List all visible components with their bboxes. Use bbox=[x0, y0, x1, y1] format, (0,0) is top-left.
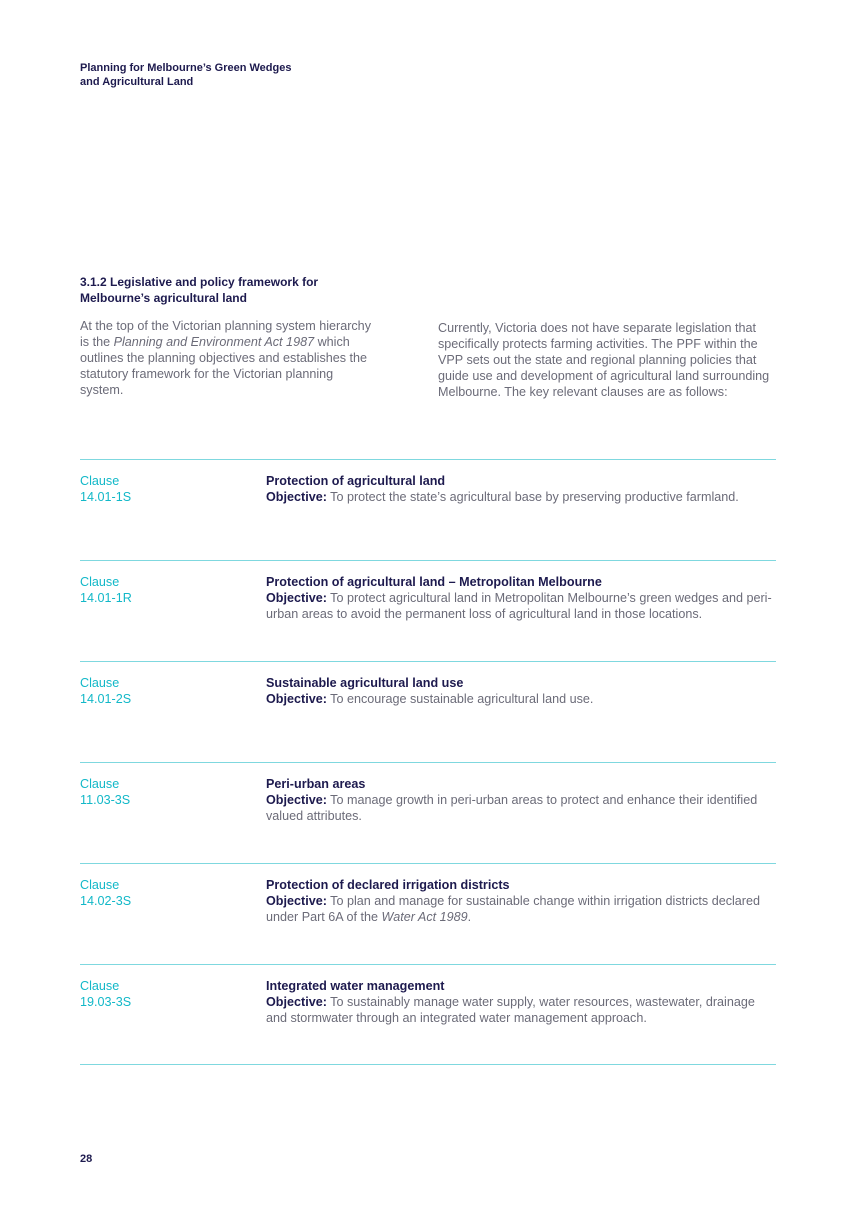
clause-body bbox=[266, 473, 776, 505]
objective-label: Objective: bbox=[266, 995, 327, 1009]
clause-title: Protection of declared irrigation districts bbox=[266, 878, 510, 892]
clause-title: Peri-urban areas bbox=[266, 777, 366, 791]
clause-body bbox=[266, 877, 776, 925]
table-row bbox=[80, 964, 776, 1065]
running-header: Planning for Melbourne’s Green Wedges and Agricultural Land bbox=[80, 62, 292, 88]
table-row bbox=[80, 661, 776, 762]
objective-text: To protect the state’s agricultural base by preserving productive farmland. bbox=[330, 490, 739, 504]
clause-label bbox=[80, 473, 230, 505]
clause-number: 11.03-3S bbox=[80, 793, 131, 807]
objective-label: Objective: bbox=[266, 793, 327, 807]
clause-objective bbox=[266, 590, 776, 622]
clause-body bbox=[266, 574, 776, 622]
clause-objective bbox=[266, 994, 776, 1026]
clause-title: Protection of agricultural land – Metropolitan Melbourne bbox=[266, 575, 602, 589]
clause-table bbox=[80, 459, 776, 1065]
clause-objective bbox=[266, 691, 776, 707]
clause-word: Clause bbox=[80, 575, 120, 589]
clause-number: 14.02-3S bbox=[80, 894, 132, 908]
clause-word: Clause bbox=[80, 474, 120, 488]
objective-label: Objective: bbox=[266, 591, 327, 605]
objective-act-title: Water Act 1989 bbox=[381, 910, 468, 924]
objective-text-end: . bbox=[467, 910, 472, 924]
clause-word: Clause bbox=[80, 878, 120, 892]
clause-title: Protection of agricultural land bbox=[266, 474, 446, 488]
objective-text: To sustainably manage water supply, water resources, wastewater, drainage and stormwater through an integrated water management approach. bbox=[266, 995, 755, 1025]
table-row bbox=[80, 863, 776, 964]
intro-paragraph-right: Currently, Victoria does not have separate legislation that specifically protects farming activities. The PPF within the VPP sets out the state and regional planning policies that guide use and development of agricultural land surrounding Melbourne. The key relevant clauses are as follows: bbox=[438, 321, 770, 399]
objective-text: To encourage sustainable agricultural land use. bbox=[330, 692, 594, 706]
clause-number: 14.01-1R bbox=[80, 591, 132, 605]
clause-objective bbox=[266, 489, 776, 505]
intro-left-text: At the top of the Victorian planning system hierarchy is the bbox=[80, 319, 371, 349]
objective-label: Objective: bbox=[266, 692, 327, 706]
clause-objective bbox=[266, 893, 776, 925]
clause-word: Clause bbox=[80, 676, 120, 690]
table-row bbox=[80, 459, 776, 560]
table-row bbox=[80, 762, 776, 863]
clause-word: Clause bbox=[80, 979, 120, 993]
act-title: Planning and Environment Act 1987 bbox=[113, 335, 315, 349]
clause-objective bbox=[266, 792, 776, 824]
objective-text: To manage growth in peri-urban areas to protect and enhance their identified valued attributes. bbox=[266, 793, 758, 823]
clause-number: 14.01-1S bbox=[80, 490, 132, 504]
page-number: 28 bbox=[80, 1153, 93, 1165]
clause-label bbox=[80, 776, 230, 808]
intro-left-text-end: which outlines the planning objectives and establishes the statutory framework for the Victorian planning system. bbox=[80, 335, 368, 397]
objective-label: Objective: bbox=[266, 894, 327, 908]
clause-label bbox=[80, 877, 230, 909]
clause-label bbox=[80, 675, 230, 707]
clause-label bbox=[80, 574, 230, 606]
clause-body bbox=[266, 675, 776, 707]
table-row bbox=[80, 560, 776, 661]
clause-word: Clause bbox=[80, 777, 120, 791]
objective-text: To plan and manage for sustainable change within irrigation districts declared under Part 6A of the bbox=[266, 894, 761, 924]
section-heading: 3.1.2 Legislative and policy framework for Melbourne’s agricultural land bbox=[80, 275, 319, 305]
clause-body bbox=[266, 978, 776, 1026]
objective-text: To protect agricultural land in Metropolitan Melbourne’s green wedges and peri-urban areas to avoid the permanent loss of agricultural land in those locations. bbox=[266, 591, 772, 621]
clause-label bbox=[80, 978, 230, 1010]
clause-title: Integrated water management bbox=[266, 979, 445, 993]
clause-title: Sustainable agricultural land use bbox=[266, 676, 464, 690]
clause-number: 14.01-2S bbox=[80, 692, 132, 706]
clause-number: 19.03-3S bbox=[80, 995, 132, 1009]
objective-label: Objective: bbox=[266, 490, 327, 504]
clause-body bbox=[266, 776, 776, 824]
intro-paragraph-left bbox=[80, 318, 380, 398]
